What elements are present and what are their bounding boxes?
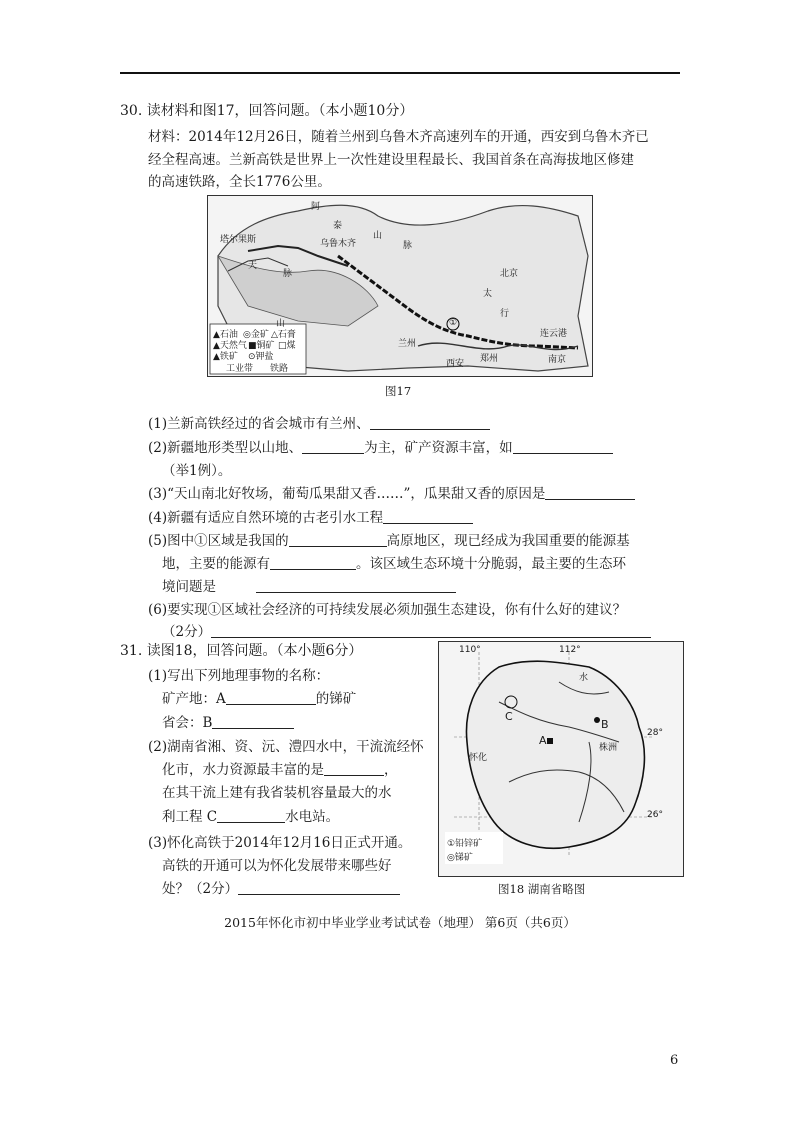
- map18-legend-item: ①铅锌矿: [447, 839, 483, 849]
- map17-label: 脉: [403, 241, 413, 251]
- map18-label: C: [505, 710, 513, 723]
- map17-label: 脉: [283, 269, 293, 279]
- q30-item-5-line-2: 地，主要的能源有 。该区域生态环境十分脆弱，最主要的生态环: [162, 556, 626, 572]
- answer-blank[interactable]: [226, 690, 316, 705]
- q31-item-2: (2)湖南省湘、资、沅、澧四水中，干流流经怀: [148, 739, 424, 755]
- map17-legend-item: ◎金矿: [243, 330, 269, 340]
- q30-item-6-line-2: （2分）: [162, 620, 651, 640]
- answer-blank[interactable]: [370, 415, 490, 430]
- answer-blank[interactable]: [302, 439, 364, 454]
- q31-heading: 31. 读图18，回答问题。（本小题6分）: [120, 643, 363, 659]
- q31-item-3-line-2: 高铁的开通可以为怀化发展带来哪些好: [162, 858, 392, 874]
- answer-blank[interactable]: [211, 623, 651, 638]
- map18-label: 株洲: [599, 743, 618, 753]
- map17-label: 连云港: [540, 329, 568, 339]
- map18-label: B: [601, 718, 609, 731]
- map17-legend-item: ▲石油: [213, 330, 238, 340]
- q30-item-4: (4)新疆有适应自然环境的古老引水工程: [148, 506, 473, 526]
- map17-legend-item: ⊙钾盐: [248, 352, 274, 362]
- map17-label: 泰: [333, 221, 343, 231]
- q31-item-2-line-4: 利工程 C 水电站。: [162, 809, 340, 825]
- map17-label: 阿: [311, 202, 321, 212]
- answer-blank[interactable]: [545, 485, 635, 500]
- map17-legend-item: △石膏: [271, 330, 296, 340]
- map17-label: 塔尔果斯: [220, 235, 257, 245]
- q30-item-2-note: （举1例）。: [162, 463, 232, 479]
- map17-label: 乌鲁木齐: [320, 239, 357, 249]
- map18-label: 26°: [647, 810, 663, 820]
- map18-legend-item: ◎锑矿: [447, 853, 473, 863]
- map17-label: 兰州: [398, 339, 417, 349]
- q31-item-1: (1)写出下列地理事物的名称：: [148, 668, 330, 684]
- q31-item-3: (3)怀化高铁于2014年12月16日正式开通。: [148, 835, 412, 851]
- map18-label: 怀化: [469, 753, 488, 763]
- answer-blank[interactable]: [289, 532, 387, 547]
- map17-label: 太: [483, 289, 493, 299]
- answer-blank[interactable]: [256, 578, 456, 593]
- figure-18-map: [438, 641, 684, 877]
- q30-item-6: (6)要实现①区域社会经济的可持续发展必须加强生态建设，你有什么好的建议？: [148, 602, 627, 618]
- q31-item-3-line-3: 处？（2分）: [162, 877, 400, 897]
- figure-17-map: [207, 195, 593, 377]
- map17-legend-item: ▲天然气: [213, 341, 247, 351]
- map17-label: 北京: [500, 269, 519, 279]
- page-number: 6: [670, 1053, 679, 1068]
- map17-label: 行: [500, 309, 510, 319]
- map17-legend-item: □煤: [278, 341, 296, 351]
- map18-label: A: [539, 734, 547, 747]
- q31-item-2-line-2: 化市，水力资源最丰富的是 ，: [162, 762, 398, 778]
- q30-item-2: (2)新疆地形类型以山地、 为主，矿产资源丰富，如: [148, 436, 613, 456]
- map18-label: 110°: [459, 645, 481, 655]
- map17-label: 山: [276, 319, 286, 329]
- q31-item-1-mineral: 矿产地：A 的锑矿: [162, 691, 357, 707]
- map17-legend-item: ■铜矿: [248, 341, 275, 351]
- answer-blank[interactable]: [383, 509, 473, 524]
- figure-18-caption: 图18 湖南省略图: [498, 882, 586, 896]
- answer-blank[interactable]: [270, 555, 356, 570]
- q30-material-line-1: 材料：2014年12月26日，随着兰州到乌鲁木齐高速列车的开通，西安到乌鲁木齐已: [148, 129, 649, 145]
- q30-heading: 30. 读材料和图17，回答问题。（本小题10分）: [120, 103, 414, 119]
- top-rule: [120, 72, 680, 74]
- map17-label: 山: [373, 231, 383, 241]
- map17-label: 郑州: [480, 354, 499, 364]
- page-footer: 2015年怀化市初中毕业学业考试试卷（地理） 第6页（共6页）: [224, 915, 576, 930]
- map17-legend-item: 铁路: [270, 364, 289, 374]
- figure-17-caption: 图17: [385, 384, 412, 398]
- answer-blank[interactable]: [513, 439, 613, 454]
- q31-item-1-capital: 省会：B: [162, 711, 294, 731]
- q30-item-1: (1)兰新高铁经过的省会城市有兰州、: [148, 412, 490, 432]
- map17-label: 南京: [548, 355, 567, 365]
- map17-label: 西安: [446, 359, 465, 369]
- map17-legend-item: 工业带: [226, 364, 254, 374]
- q30-material-line-3: 的高速铁路，全长1776公里。: [148, 174, 331, 190]
- answer-blank[interactable]: [324, 761, 384, 776]
- q30-item-5-line-3: 境问题是: [162, 575, 456, 595]
- map17-legend-item: ▲铁矿: [213, 352, 238, 362]
- q30-item-5: (5)图中①区域是我国的 高原地区，现已经成为我国重要的能源基: [148, 533, 630, 549]
- q30-material-line-2: 经全程高速。兰新高铁是世界上一次性建设里程最长、我国首条在高海拔地区修建: [148, 152, 634, 168]
- map17-label: 天: [248, 261, 258, 271]
- q31-item-2-line-3: 在其干流上建有我省装机容量最大的水: [162, 785, 392, 801]
- map18-label: 水: [579, 673, 589, 683]
- answer-blank[interactable]: [212, 714, 294, 729]
- answer-blank[interactable]: [238, 880, 400, 895]
- map18-label: 28°: [647, 728, 663, 738]
- map17-label: ①: [449, 318, 458, 328]
- answer-blank[interactable]: [217, 808, 285, 823]
- q30-item-3: (3)“天山南北好牧场，葡萄瓜果甜又香……”，瓜果甜又香的原因是: [148, 482, 635, 502]
- map18-label: 112°: [559, 645, 581, 655]
